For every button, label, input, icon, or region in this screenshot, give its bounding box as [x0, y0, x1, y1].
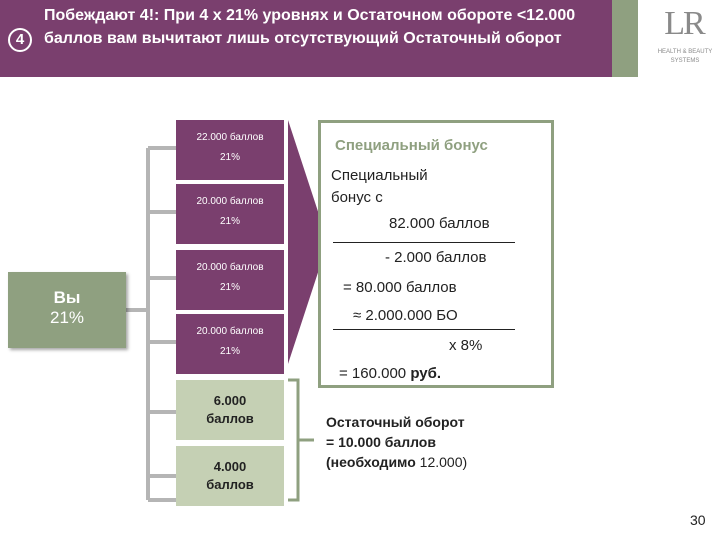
level-percent: 21% [219, 216, 240, 227]
you-box [8, 272, 126, 348]
you-label: Вы [53, 288, 81, 307]
special-bonus-box [318, 120, 554, 388]
level-box-4 [176, 314, 284, 374]
bonus-line-net: = 80.000 баллов [343, 279, 457, 296]
bonus-line-rate: x 8% [449, 337, 483, 354]
lr-logo: LR [664, 5, 704, 42]
residual-note-line3 [326, 452, 566, 472]
level-percent: 21% [219, 282, 240, 293]
bonus-line-bo: ≈ 2.000.000 БО [353, 307, 458, 324]
slide-title: Побеждают 4!: При 4 х 21% уровнях и Остаточном обороте <12.000 баллов вам вычитают лишь отсутствующий Остаточный оборот [44, 7, 576, 47]
residual-box-2 [176, 446, 284, 506]
step-number-badge: 4 [8, 28, 32, 52]
residual-note-line1: Остаточный оборот [326, 414, 465, 430]
bonus-title: Специальный бонус [335, 137, 488, 154]
level-box-3 [176, 250, 284, 310]
level-box-1 [176, 120, 284, 180]
residual-note-line2: = 10.000 баллов [326, 434, 436, 450]
level-box-2 [176, 184, 284, 244]
logo-tagline: HEALTH & BEAUTY SYSTEMS [657, 49, 713, 64]
header-accent-strip [612, 0, 638, 77]
residual-turnover-note [326, 412, 566, 472]
bonus-underline-1 [333, 242, 515, 243]
bonus-intro-line1: Специальный [331, 167, 428, 184]
bonus-result-currency: руб. [410, 365, 442, 382]
page-number: 30 [690, 512, 706, 528]
residual-note-required: (необходимо [326, 454, 416, 470]
bonus-result [339, 365, 441, 382]
level-percent: 21% [219, 152, 240, 163]
header-divider [638, 0, 650, 77]
residual-note-value: 12.000) [419, 454, 468, 470]
bonus-line-gross: 82.000 баллов [389, 215, 490, 232]
residual-amount: 4.000 [213, 459, 247, 474]
residual-unit: баллов [206, 411, 254, 426]
you-percent: 21% [49, 308, 85, 327]
residual-amount: 6.000 [213, 393, 247, 408]
bonus-underline-2 [333, 329, 515, 330]
bonus-result-amount: = 160.000 [339, 365, 407, 382]
level-percent: 21% [219, 346, 240, 357]
level-points: 22.000 баллов [196, 132, 264, 143]
bonus-intro-line2: бонус с [331, 189, 383, 206]
residual-box-1 [176, 380, 284, 440]
bonus-line-deduct: - 2.000 баллов [385, 249, 487, 266]
level-points: 20.000 баллов [196, 262, 264, 273]
level-points: 20.000 баллов [196, 326, 264, 337]
residual-unit: баллов [206, 477, 254, 492]
level-points: 20.000 баллов [196, 196, 264, 207]
